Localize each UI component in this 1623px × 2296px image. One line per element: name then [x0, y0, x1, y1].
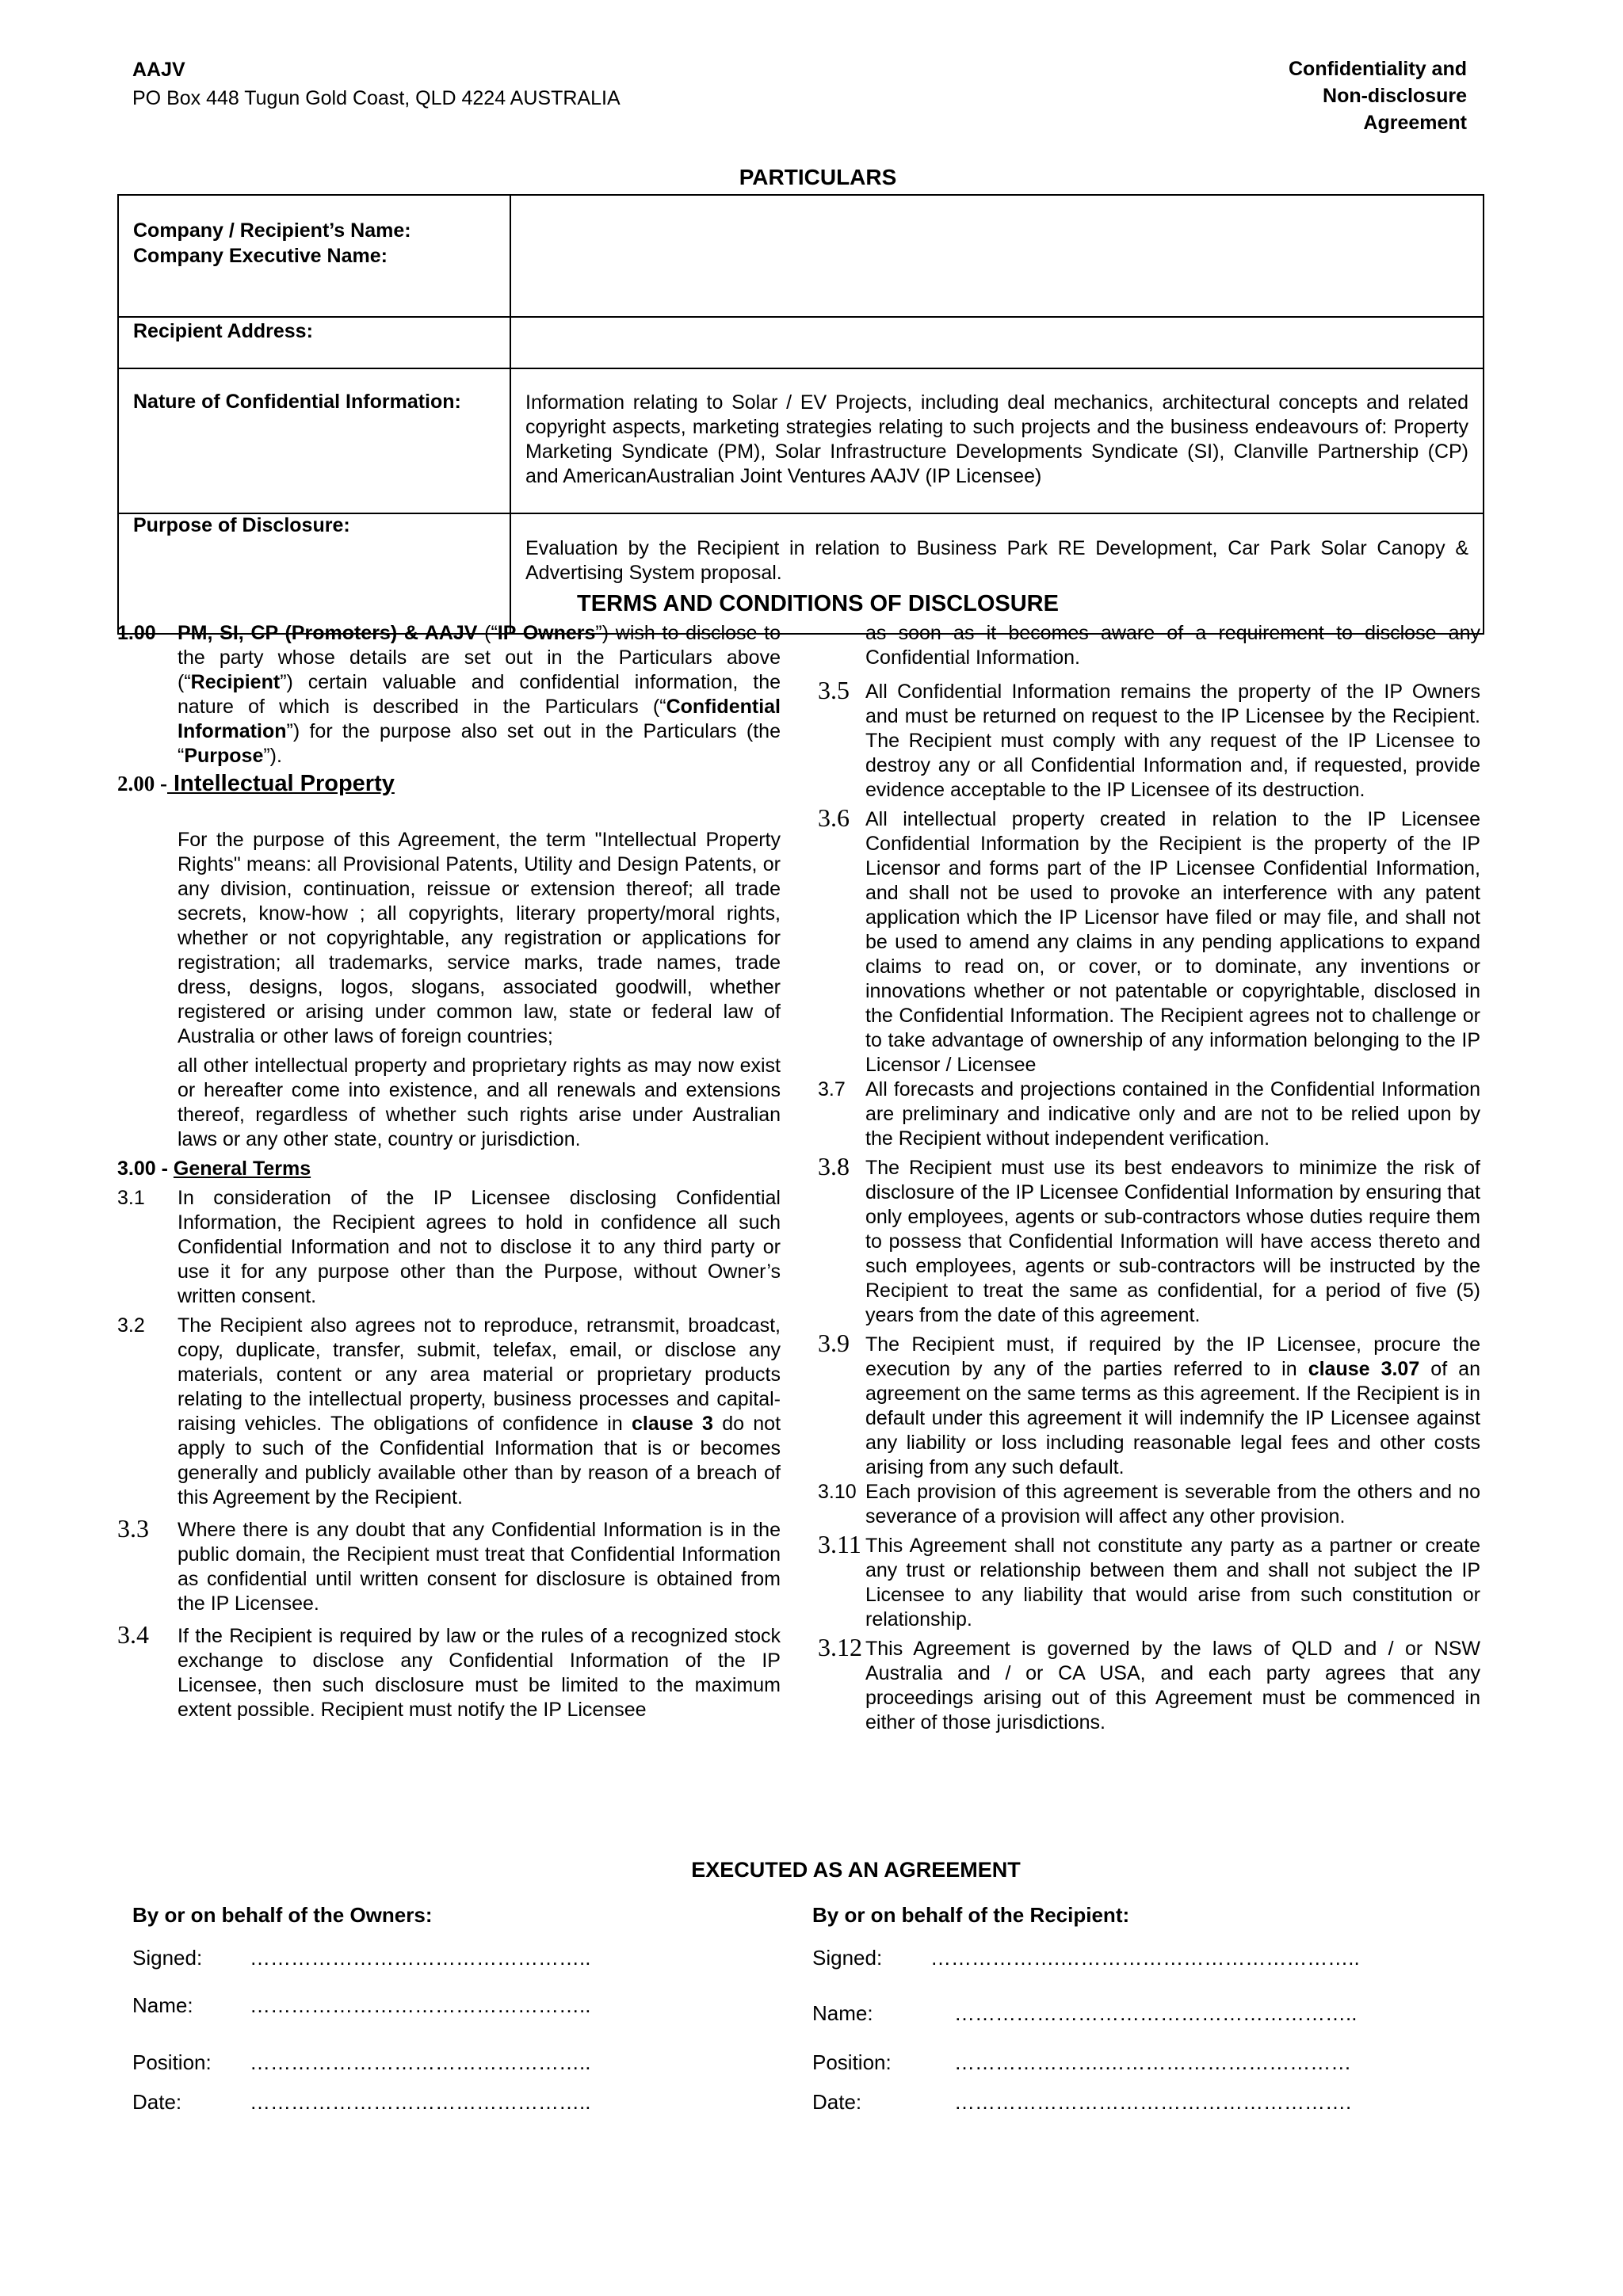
recipient-name-row: [812, 2001, 873, 2026]
recipient-position-line[interactable]: ………………….………………………………: [954, 2050, 1352, 2074]
recipient-position-label: Position:: [812, 2050, 892, 2074]
recipient-date-label: Date:: [812, 2090, 862, 2114]
clause-3-1: 3.1 In consideration of the IP Licensee disclosing Confidential Information, the Recipient agrees to hold in confidence all such Confidential Information and not to disclose it to any third party or use it for any purpose other than the Purpose, without Owner’s written consent.: [117, 1187, 781, 1307]
recipient-signed-line[interactable]: ……………….……………………………………..: [930, 1946, 1360, 1970]
nature-label: Nature of Confidential Information:: [118, 368, 510, 513]
company-executive-label: Company Executive Name:: [133, 245, 388, 267]
owners-name-label: Name:: [132, 1993, 193, 2017]
owners-heading: By or on behalf of the Owners:: [132, 1903, 433, 1927]
recipient-date-row: [812, 2090, 861, 2115]
clause-3-8: 3.8 The Recipient must use its best endeavors to minimize the risk of disclosure of the IP Licensee Confidential Information by ensuring that only employees, agents or sub-contractors whose duties require them to possess that Confidential Information will have access thereto and such employees, agents or sub-contractors will be instructed by the Recipient to treat the same as confidential, for a period of five (5) years from the date of this agreement.: [818, 1152, 1480, 1326]
document-title-block: [1289, 55, 1467, 136]
clause-3-9: 3.9 The Recipient must, if required by the IP Licensee, procure the execution by any of the parties referred to in clause 3.07 of an agreement on the same terms as this agreement. If the Recipient is in default under this agreement it will indemnify the IP Licensee against any liability or loss including reasonable legal fees and other costs arising from any such default.: [818, 1329, 1480, 1478]
particulars-row-nature: [118, 368, 1484, 513]
ip-other-rights-paragraph: all other intellectual property and proprietary rights as may now exist or hereafter come into existence, and all renewals and extensions thereof, regardless of whether such rights arise under Australian laws or any other state, country or jurisdiction.: [178, 1055, 781, 1150]
recipient-name-line[interactable]: …………………………………………………..: [954, 2001, 1358, 2025]
clause-3-4: 3.4 If the Recipient is required by law or the rules of a recognized stock exchange to disclose any Confidential Information of the IP Licensee, then such disclosure must be limited to the maximum extent possible. Recipient must notify the IP Licensee: [117, 1620, 781, 1721]
recipient-name-label: Name:: [812, 2001, 873, 2025]
owners-date-line[interactable]: …………………………………………..: [250, 2090, 591, 2114]
clause-3-5: 3.5 All Confidential Information remains the property of the IP Owners and must be returned on request to the IP Licensee by the Recipient. The Recipient must comply with any request of the IP Licensee to destroy any or all Confidential Information and, if requested, provide evidence acceptable to the IP Licensee of its destruction.: [818, 676, 1480, 801]
org-name: AAJV: [132, 59, 185, 81]
owners-signed-row: [132, 1946, 202, 1970]
sender-block: [132, 55, 621, 113]
clause-1-00: 1.00 PM, SI, CP (Promoters) & AAJV (“IP Owners”) wish to disclose to the party whose details are set out in the Particulars above (“Recipient”) certain valuable and confidential information, the nature of which is described in the Particulars (“Confidential Information”) for the purpose also set out in the Particulars (the “Purpose”).: [117, 622, 781, 767]
purpose-value: Evaluation by the Recipient in relation to Business Park RE Development, Car Park Solar Canopy & Advertising System proposal.: [510, 513, 1484, 634]
section-3-heading: 3.00 - General Terms: [117, 1158, 311, 1180]
owners-name-row: [132, 1993, 193, 2018]
nature-value: Information relating to Solar / EV Projects, including deal mechanics, architectural concepts and related copyright aspects, marketing strategies relating to such projects and the business endeavours of: Property Marketing Syndicate (PM), Solar Infrastructure Developments Syndicate (SI), Clanville Partnership (CP) and AmericanAustralian Joint Ventures AAJV (IP Licensee): [510, 368, 1484, 513]
clause-3-6: 3.6 All intellectual property created in relation to the IP Licensee Confidential Information by the Recipient is the property of the IP Licensor and forms part of the IP Licensee Confidential Information, and shall not be used to provoke an interference with any patent application which the IP Licensor have filed or may file, and shall not be used to amend any claims in any pending applications to expand claims to read on, or cover, or to dominate, any inventions or innovations whether or not patentable or copyrightable, disclosed in the Confidential Information. The Recipient agrees not to challenge or to take advantage of ownership of any information belonging to the IP Licensor / Licensee: [818, 803, 1480, 1076]
doc-title-line-2: Non-disclosure: [1323, 85, 1467, 107]
owners-date-label: Date:: [132, 2090, 182, 2114]
company-name-field[interactable]: [510, 195, 1484, 317]
company-name-label: Company / Recipient’s Name:: [133, 219, 411, 242]
owners-position-label: Position:: [132, 2050, 212, 2074]
particulars-table: [117, 194, 1484, 635]
section-2-heading: 2.00 - Intellectual Property: [117, 771, 395, 796]
clause-3-11: 3.11 This Agreement shall not constitute any party as a partner or create any trust or relationship between them and shall not subject the IP Licensee to any liability that would arise from such constitution or relationship.: [818, 1530, 1480, 1630]
recipient-position-row: [812, 2050, 892, 2075]
clause-3-12: 3.12 This Agreement is governed by the laws of QLD and / or NSW Australia and / or CA USA, and each party agrees that any proceedings arising out of this Agreement must be commenced in either of those jurisdictions.: [818, 1633, 1480, 1733]
particulars-row-address: [118, 317, 1484, 368]
clause-3-4-continued: as soon as it becomes aware of a requirement to disclose any Confidential Information.: [865, 622, 1480, 669]
recipient-heading: By or on behalf of the Recipient:: [812, 1903, 1130, 1927]
clause-3-7: 3.7 All forecasts and projections contained in the Confidential Information are preliminary and indicative only and are not to be relied upon by the Recipient without independent verification.: [818, 1078, 1480, 1150]
owners-position-line[interactable]: …………………………………………..: [250, 2050, 591, 2074]
owners-name-line[interactable]: …………………………………………..: [250, 1993, 591, 2017]
recipient-address-label: Recipient Address:: [118, 317, 510, 368]
doc-title-line-3: Agreement: [1363, 112, 1467, 134]
owners-signed-label: Signed:: [132, 1946, 203, 1970]
purpose-label: Purpose of Disclosure:: [118, 513, 510, 634]
org-address: PO Box 448 Tugun Gold Coast, QLD 4224 AUSTRALIA: [132, 87, 621, 109]
clause-3-3: 3.3 Where there is any doubt that any Confidential Information is in the public domain, the Recipient must treat that Confidential Information as confidential until written consent for disclosure is obtained from the IP Licensee.: [117, 1514, 781, 1615]
owners-position-row: [132, 2050, 212, 2075]
particulars-heading: PARTICULARS: [739, 165, 897, 189]
particulars-row-company: [118, 195, 1484, 317]
clause-3-10: 3.10 Each provision of this agreement is severable from the others and no severance of a provision will affect any other provision.: [818, 1481, 1480, 1527]
recipient-signed-row: [812, 1946, 882, 1970]
doc-title-line-1: Confidentiality and: [1289, 58, 1467, 80]
owners-signed-line[interactable]: …………………………………………..: [250, 1946, 591, 1970]
recipient-date-line[interactable]: ………………………………………………….: [954, 2090, 1352, 2114]
recipient-signature-block: [812, 1903, 1486, 2125]
clause-number: 1.00: [117, 622, 156, 644]
terms-right-column: [818, 621, 1480, 1735]
recipient-signed-label: Signed:: [812, 1946, 883, 1970]
ip-definition-paragraph: For the purpose of this Agreement, the term "Intellectual Property Rights" means: all Provisional Patents, Utility and Design Patents, or any division, continuation, reissue or extension thereof; all trade secrets, know-how ; all copyrights, literary property/moral rights, whether or not copyrightable, any registration or applications for registration; all trademarks, service marks, trade names, trade dress, designs, logos, slogans, associated goodwill, whether registered or arising under common law, state or federal law of Australia or other laws of foreign countries;: [178, 829, 781, 1047]
company-label-cell: [118, 195, 510, 317]
recipient-address-field[interactable]: [510, 317, 1484, 368]
terms-heading: TERMS AND CONDITIONS OF DISCLOSURE: [577, 591, 1059, 616]
owners-date-row: [132, 2090, 181, 2115]
terms-left-column: [117, 621, 781, 1722]
owners-signature-block: [132, 1903, 766, 2125]
clause-3-2: 3.2 The Recipient also agrees not to reproduce, retransmit, broadcast, copy, duplicate, transfer, submit, telefax, email, or disclose any materials, content or any area material or proprietary products relating to the intellectual property, business processes and capital-raising vehicles. The obligations of confidence in clause 3 do not apply to such of the Confidential Information that is or becomes generally and publicly available other than by reason of a breach of this Agreement by the Recipient.: [117, 1314, 781, 1508]
execution-heading: EXECUTED AS AN AGREEMENT: [691, 1858, 1021, 1882]
